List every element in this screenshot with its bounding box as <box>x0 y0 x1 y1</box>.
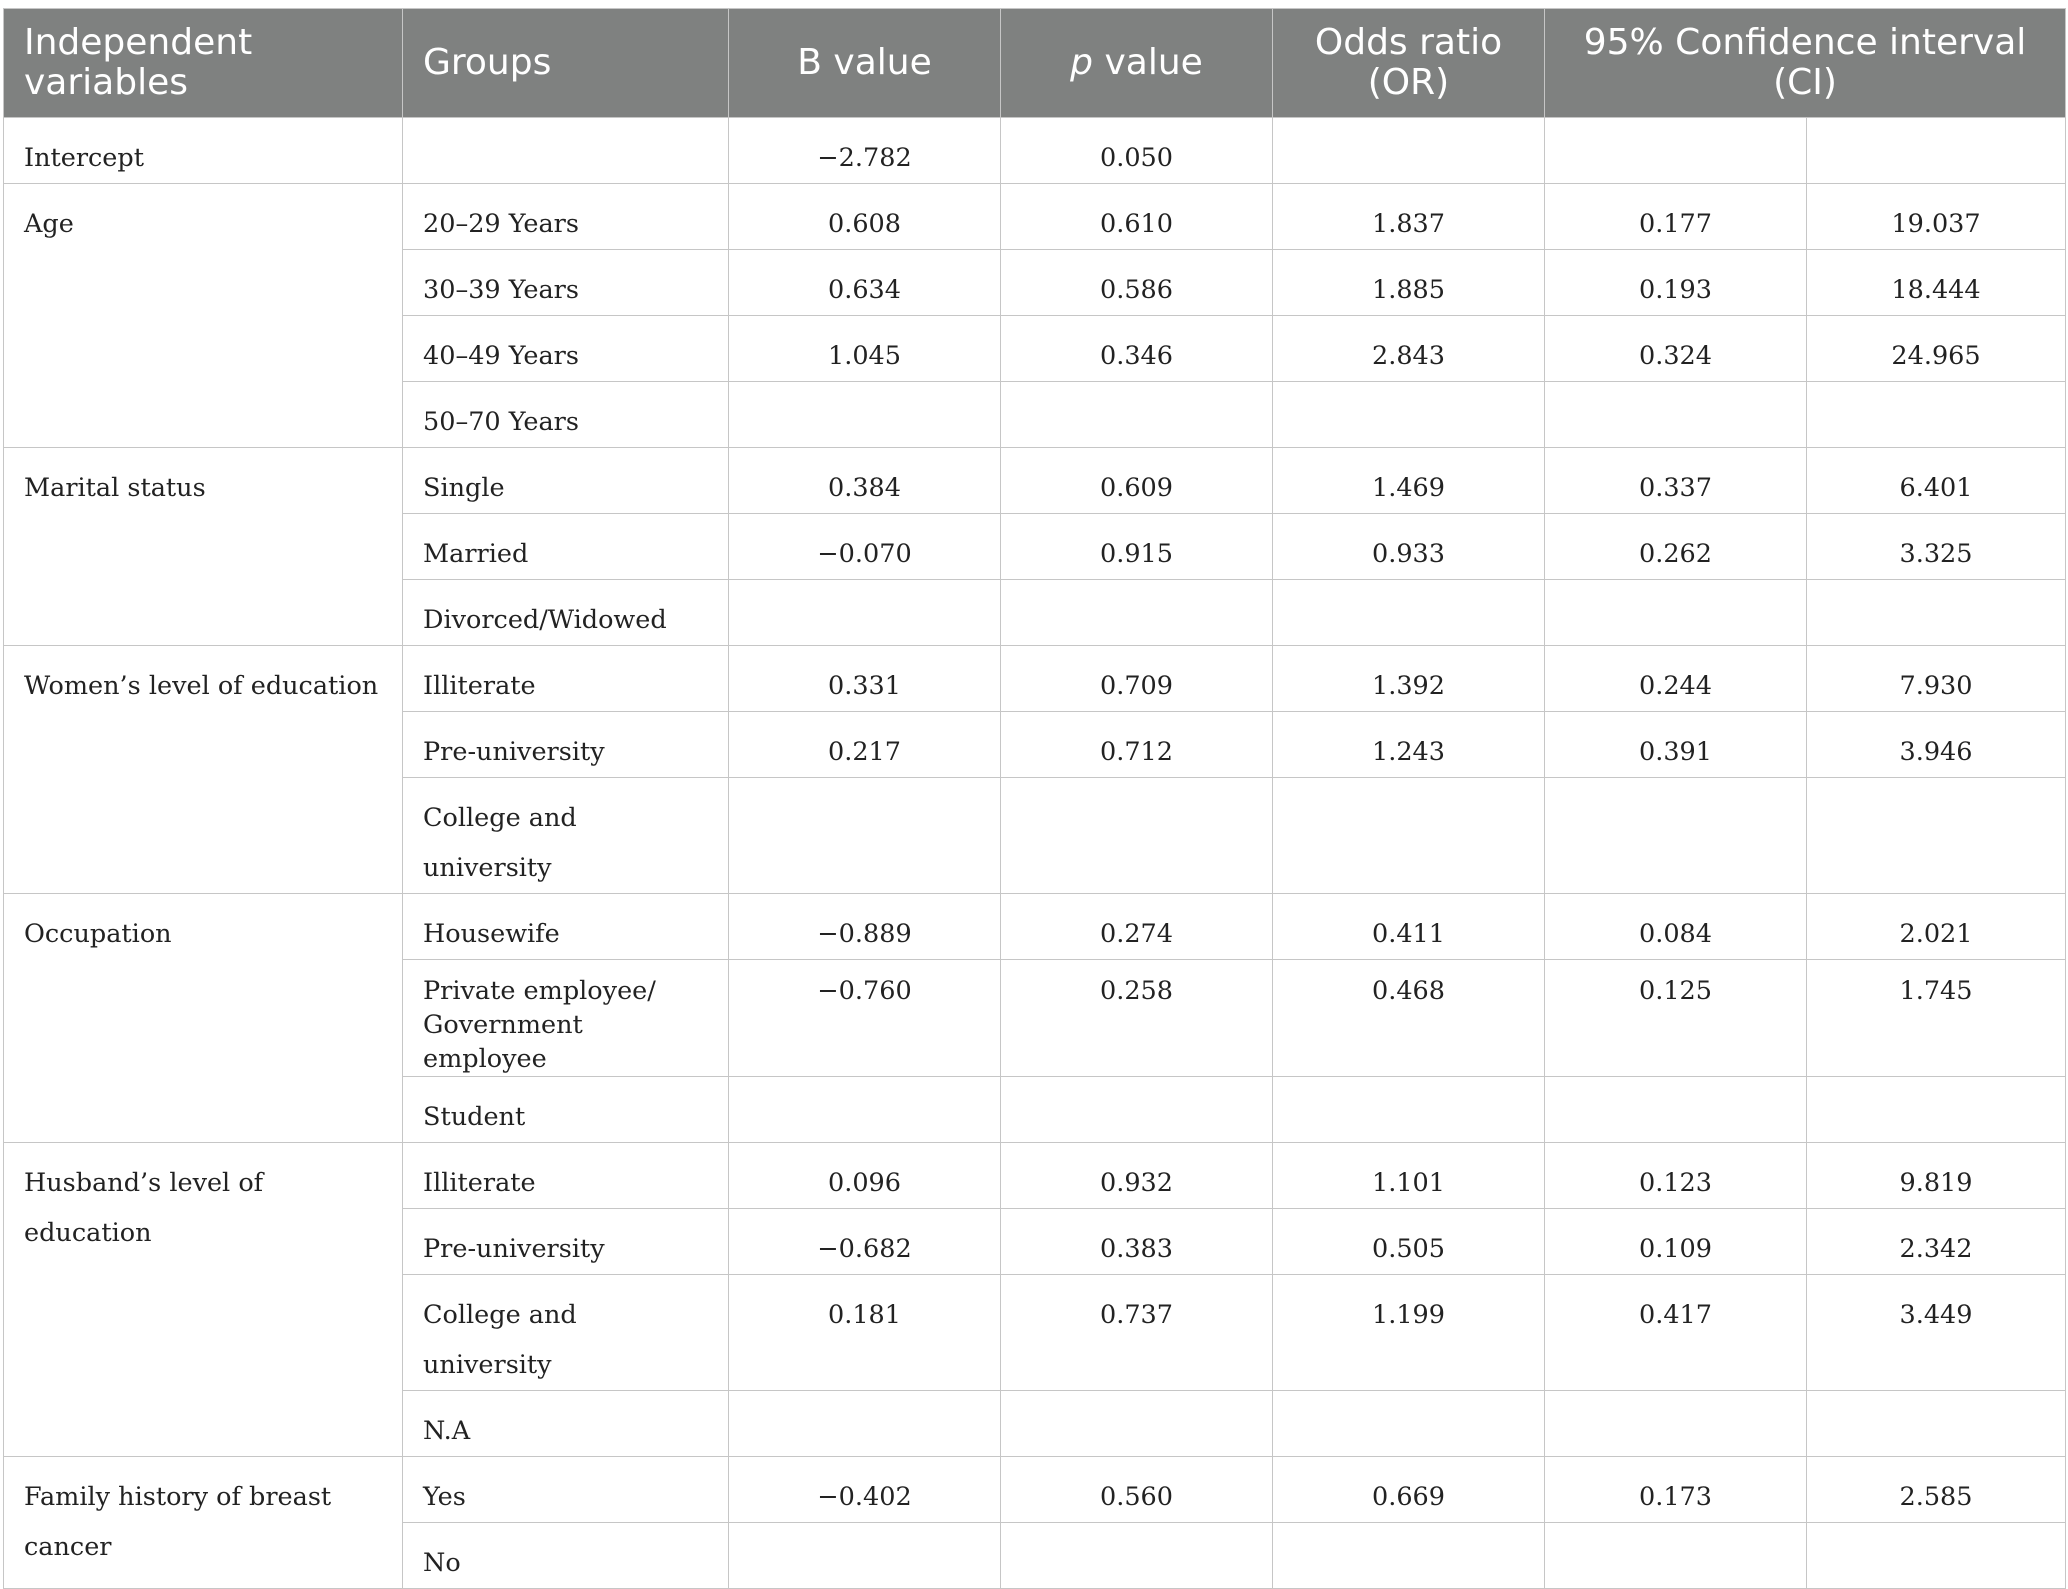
p-value-cell: 0.274 <box>1001 894 1273 960</box>
odds-ratio-cell <box>1273 1523 1545 1589</box>
group-cell: 40–49 Years <box>403 316 729 382</box>
ci-lower-cell: 0.417 <box>1545 1275 1807 1391</box>
odds-ratio-cell <box>1273 382 1545 448</box>
ci-lower-cell: 0.324 <box>1545 316 1807 382</box>
odds-ratio-cell: 0.933 <box>1273 514 1545 580</box>
ci-lower-cell: 0.177 <box>1545 184 1807 250</box>
p-value-cell <box>1001 580 1273 646</box>
table-row <box>4 1143 2066 1209</box>
table-row <box>4 894 2066 960</box>
ci-upper-cell <box>1807 778 2066 894</box>
odds-ratio-cell: 1.885 <box>1273 250 1545 316</box>
b-value-cell: 0.608 <box>729 184 1001 250</box>
ci-lower-cell <box>1545 580 1807 646</box>
p-value-cell <box>1001 1523 1273 1589</box>
b-value-cell: 0.217 <box>729 712 1001 778</box>
ci-lower-cell <box>1545 118 1807 184</box>
b-value-cell: −2.782 <box>729 118 1001 184</box>
odds-ratio-cell: 1.837 <box>1273 184 1545 250</box>
table-row <box>4 1457 2066 1523</box>
p-value-cell: 0.346 <box>1001 316 1273 382</box>
header-p-value <box>1001 9 1273 118</box>
group-cell: Married <box>403 514 729 580</box>
ci-lower-cell: 0.337 <box>1545 448 1807 514</box>
ci-upper-cell: 2.342 <box>1807 1209 2066 1275</box>
group-cell: Housewife <box>403 894 729 960</box>
table-row <box>4 646 2066 712</box>
ci-upper-cell <box>1807 1391 2066 1457</box>
ci-upper-cell: 6.401 <box>1807 448 2066 514</box>
odds-ratio-cell <box>1273 1391 1545 1457</box>
odds-ratio-cell <box>1273 1077 1545 1143</box>
p-value-cell: 0.609 <box>1001 448 1273 514</box>
ci-upper-cell: 3.325 <box>1807 514 2066 580</box>
odds-ratio-cell: 1.392 <box>1273 646 1545 712</box>
odds-ratio-cell: 2.843 <box>1273 316 1545 382</box>
odds-ratio-cell <box>1273 118 1545 184</box>
p-value-cell: 0.932 <box>1001 1143 1273 1209</box>
group-cell: Single <box>403 448 729 514</box>
ci-upper-cell <box>1807 382 2066 448</box>
odds-ratio-cell: 0.669 <box>1273 1457 1545 1523</box>
b-value-cell <box>729 580 1001 646</box>
ci-upper-cell: 19.037 <box>1807 184 2066 250</box>
group-cell: N.A <box>403 1391 729 1457</box>
b-value-cell: 0.331 <box>729 646 1001 712</box>
p-value-cell: 0.610 <box>1001 184 1273 250</box>
ci-upper-cell: 24.965 <box>1807 316 2066 382</box>
p-value-cell: 0.586 <box>1001 250 1273 316</box>
b-value-cell: 1.045 <box>729 316 1001 382</box>
header-row <box>4 9 2066 118</box>
p-value-cell: 0.050 <box>1001 118 1273 184</box>
ci-upper-cell <box>1807 1523 2066 1589</box>
ci-lower-cell: 0.084 <box>1545 894 1807 960</box>
group-cell: No <box>403 1523 729 1589</box>
group-cell: Pre-university <box>403 712 729 778</box>
header-b-value: B value <box>729 9 1001 118</box>
group-cell: Illiterate <box>403 646 729 712</box>
p-value-cell <box>1001 778 1273 894</box>
b-value-cell: 0.096 <box>729 1143 1001 1209</box>
p-value-cell: 0.560 <box>1001 1457 1273 1523</box>
p-value-cell <box>1001 1077 1273 1143</box>
odds-ratio-cell: 0.411 <box>1273 894 1545 960</box>
ci-lower-cell: 0.391 <box>1545 712 1807 778</box>
odds-ratio-cell: 1.243 <box>1273 712 1545 778</box>
ci-lower-cell: 0.244 <box>1545 646 1807 712</box>
b-value-cell <box>729 778 1001 894</box>
odds-ratio-cell: 0.468 <box>1273 960 1545 1077</box>
ci-lower-cell <box>1545 382 1807 448</box>
odds-ratio-cell: 0.505 <box>1273 1209 1545 1275</box>
b-value-cell <box>729 1077 1001 1143</box>
ci-upper-cell <box>1807 580 2066 646</box>
header-odds-ratio: Odds ratio (OR) <box>1273 9 1545 118</box>
group-cell <box>403 118 729 184</box>
ci-lower-cell: 0.109 <box>1545 1209 1807 1275</box>
ci-upper-cell <box>1807 118 2066 184</box>
ci-lower-cell: 0.193 <box>1545 250 1807 316</box>
odds-ratio-cell: 1.101 <box>1273 1143 1545 1209</box>
header-independent-variables: Independent variables <box>4 9 403 118</box>
variable-label: Husband’s level of education <box>4 1143 403 1457</box>
ci-lower-cell: 0.125 <box>1545 960 1807 1077</box>
variable-label: Occupation <box>4 894 403 1143</box>
b-value-cell <box>729 1391 1001 1457</box>
ci-lower-cell: 0.123 <box>1545 1143 1807 1209</box>
group-cell: College and university <box>403 1275 729 1391</box>
b-value-cell: −0.760 <box>729 960 1001 1077</box>
group-cell: Yes <box>403 1457 729 1523</box>
table-row <box>4 448 2066 514</box>
p-value-cell: 0.258 <box>1001 960 1273 1077</box>
b-value-cell: 0.634 <box>729 250 1001 316</box>
odds-ratio-cell: 1.199 <box>1273 1275 1545 1391</box>
header-groups: Groups <box>403 9 729 118</box>
ci-upper-cell: 2.021 <box>1807 894 2066 960</box>
variable-label: Family history of breast cancer <box>4 1457 403 1589</box>
header-confidence-interval: 95% Confidence interval (CI) <box>1545 9 2066 118</box>
group-cell: Divorced/Widowed <box>403 580 729 646</box>
ci-upper-cell: 3.449 <box>1807 1275 2066 1391</box>
ci-lower-cell <box>1545 1523 1807 1589</box>
odds-ratio-cell: 1.469 <box>1273 448 1545 514</box>
ci-upper-cell: 1.745 <box>1807 960 2066 1077</box>
p-value-cell <box>1001 1391 1273 1457</box>
p-value-cell: 0.737 <box>1001 1275 1273 1391</box>
ci-upper-cell: 18.444 <box>1807 250 2066 316</box>
group-cell: College and university <box>403 778 729 894</box>
group-cell: Illiterate <box>403 1143 729 1209</box>
odds-ratio-cell <box>1273 778 1545 894</box>
variable-label: Marital status <box>4 448 403 646</box>
ci-upper-cell: 9.819 <box>1807 1143 2066 1209</box>
ci-lower-cell: 0.173 <box>1545 1457 1807 1523</box>
header-p-rest: value <box>1093 42 1203 83</box>
header-p-italic: p <box>1070 42 1094 83</box>
ci-lower-cell <box>1545 1077 1807 1143</box>
ci-upper-cell: 7.930 <box>1807 646 2066 712</box>
table-row <box>4 118 2066 184</box>
b-value-cell: 0.181 <box>729 1275 1001 1391</box>
p-value-cell: 0.709 <box>1001 646 1273 712</box>
group-cell: 50–70 Years <box>403 382 729 448</box>
p-value-cell: 0.712 <box>1001 712 1273 778</box>
p-value-cell: 0.915 <box>1001 514 1273 580</box>
b-value-cell <box>729 1523 1001 1589</box>
ci-lower-cell <box>1545 1391 1807 1457</box>
b-value-cell: −0.070 <box>729 514 1001 580</box>
variable-label: Women’s level of education <box>4 646 403 894</box>
odds-ratio-cell <box>1273 580 1545 646</box>
variable-label: Intercept <box>4 118 403 184</box>
group-cell: 20–29 Years <box>403 184 729 250</box>
ci-upper-cell <box>1807 1077 2066 1143</box>
group-cell: Pre-university <box>403 1209 729 1275</box>
ci-lower-cell <box>1545 778 1807 894</box>
group-cell: Student <box>403 1077 729 1143</box>
ci-lower-cell: 0.262 <box>1545 514 1807 580</box>
b-value-cell <box>729 382 1001 448</box>
group-cell: Private employee/ Government employee <box>403 960 729 1077</box>
regression-table <box>3 8 2066 1589</box>
b-value-cell: −0.682 <box>729 1209 1001 1275</box>
b-value-cell: −0.402 <box>729 1457 1001 1523</box>
table-row <box>4 184 2066 250</box>
ci-upper-cell: 3.946 <box>1807 712 2066 778</box>
b-value-cell: −0.889 <box>729 894 1001 960</box>
group-cell: 30–39 Years <box>403 250 729 316</box>
b-value-cell: 0.384 <box>729 448 1001 514</box>
p-value-cell: 0.383 <box>1001 1209 1273 1275</box>
ci-upper-cell: 2.585 <box>1807 1457 2066 1523</box>
variable-label: Age <box>4 184 403 448</box>
p-value-cell <box>1001 382 1273 448</box>
